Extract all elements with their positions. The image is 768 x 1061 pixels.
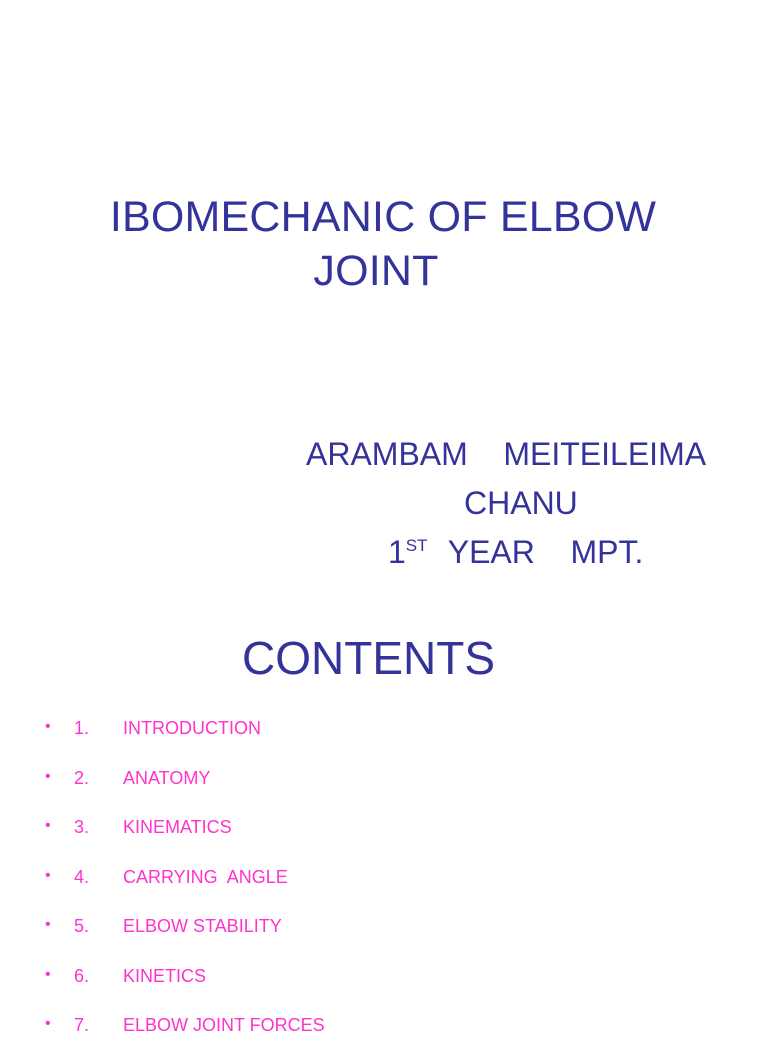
year-superscript: ST	[405, 536, 428, 555]
bullet-icon: •	[45, 866, 51, 884]
item-label: ELBOW JOINT FORCES	[123, 1015, 325, 1035]
item-number: 1.	[74, 718, 90, 738]
item-number: 5.	[74, 916, 90, 936]
bullet-icon: •	[45, 767, 51, 785]
author-name-line-1: ARAMBAM MEITEILEIMA	[306, 436, 707, 472]
bullet-icon: •	[45, 965, 51, 983]
item-label: ELBOW STABILITY	[123, 916, 282, 936]
item-number: 2.	[74, 767, 90, 788]
item-label: ANATOMY	[123, 767, 211, 788]
author-name-line-2: CHANU	[464, 485, 578, 521]
contents-slide	[0, 600, 768, 1035]
item-number: 3.	[74, 817, 90, 837]
contents-heading: CONTENTS	[242, 632, 495, 684]
item-number: 4.	[74, 866, 90, 887]
item-label: KINEMATICS	[123, 817, 232, 837]
item-label: INTRODUCTION	[123, 718, 261, 738]
bullet-icon: •	[45, 1015, 51, 1032]
bullet-icon: •	[45, 916, 51, 933]
item-label: KINETICS	[123, 965, 207, 986]
item-number: 7.	[74, 1015, 90, 1035]
item-label: CARRYING ANGLE	[123, 866, 288, 887]
slide-title-line-1: IBOMECHANIC OF ELBOW	[109, 193, 657, 241]
bullet-icon: •	[45, 817, 51, 834]
bullet-icon: •	[45, 718, 51, 735]
year-rest: YEAR MPT.	[430, 534, 644, 570]
slide-title-line-2: JOINT	[313, 247, 439, 295]
author-year	[388, 532, 643, 572]
item-number: 6.	[74, 965, 90, 986]
year-number: 1	[388, 534, 406, 570]
